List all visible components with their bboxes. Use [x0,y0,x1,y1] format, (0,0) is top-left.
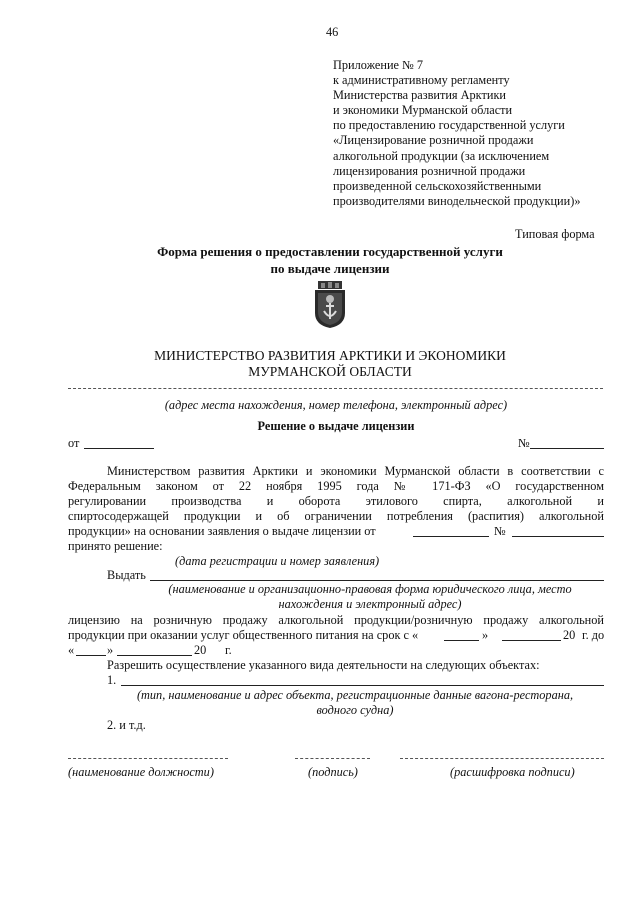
object-caption-line: (тип, наименование и адрес объекта, регистрационные данные вагона-ресторана, [136,688,574,702]
appendix-line: производителями винодельческой продукции)» [333,193,581,208]
license-quote-close: » [482,628,489,642]
from-label: от [68,436,80,450]
appendix-line: лицензирования розничной продажи [333,163,526,178]
organization-caption-line: (наименование и организационно-правовая форма юридического лица, место [168,582,572,596]
license-end-year: 20 [194,643,207,657]
object-caption-line: водного судна) [316,703,394,717]
appendix-line: Приложение № 7 [333,58,424,72]
form-title [60,243,600,277]
number-label: № [518,436,530,450]
license-line: продукции при оказании услуг общественного питания на срок с « [68,628,419,642]
form-title-line: Форма решения о предоставлении государственной услуги [157,244,503,259]
appendix-line: алкогольной продукции (за исключением [333,148,550,163]
address-separator-line [68,388,603,389]
license-end-day-line [76,655,106,656]
organization-caption-line: нахождения и электронный адрес) [278,597,462,611]
issue-label: Выдать [107,568,146,582]
application-number-label: № [494,524,506,538]
appendix-line: и экономики Мурманской области [333,103,513,118]
license-start-year: 20 [563,628,576,642]
license-end-year-suffix: г. [225,643,232,657]
form-title-line: по выдаче лицензии [270,261,390,276]
license-end-month-line [117,655,192,656]
license-start-month-line [502,640,561,641]
license-quote-close: » [107,643,114,657]
form-type-label: Типовая форма [515,227,595,241]
appendix-block [333,58,580,209]
position-caption: (наименование должности) [68,765,214,779]
organization-caption [130,582,610,612]
ministry-line: МУРМАНСКОЙ ОБЛАСТИ [248,364,412,379]
body-line: Федеральным законом от 22 ноября 1995 года № 171-ФЗ «О государственном [68,479,604,493]
appendix-line: произведенной сельскохозяйственными [333,178,542,193]
ministry-line: МИНИСТЕРСТВО РАЗВИТИЯ АРКТИКИ И ЭКОНОМИКИ [154,348,506,363]
license-quote-open: « [68,643,75,657]
signature-field-line [295,758,370,759]
address-caption: (адрес места нахождения, номер телефона, электронный адрес) [164,398,508,412]
object-caption [100,688,610,718]
signature-caption: (подпись) [308,765,358,779]
date-field-line [84,448,154,449]
decision-title: Решение о выдаче лицензии [257,419,415,433]
body-line: принято решение: [68,539,163,553]
number-field-line [530,448,604,449]
body-line: Министерством развития Арктики и экономики Мурманской области в соответствии с [107,464,604,478]
body-line: спиртосодержащей продукции и об ограничении потребления (распития) алкогольной [68,509,604,523]
appendix-line: по предоставлению государственной услуги [333,118,565,133]
object-number: 1. [107,673,117,687]
decoding-caption: (расшифровка подписи) [450,765,575,779]
ministry-name [60,348,600,380]
application-date-line [413,536,489,537]
body-line: продукции» на основании заявления о выдаче лицензии от [68,524,376,538]
registration-caption: (дата регистрации и номер заявления) [175,554,380,568]
position-field-line [68,758,228,759]
license-line: лицензию на розничную продажу алкогольной продукции/розничную продажу алкогольной [68,613,604,627]
page-number: 46 [326,25,339,39]
license-start-day-line [444,640,479,641]
application-number-line [512,536,604,537]
appendix-line: Министерства развития Арктики [333,88,507,103]
license-until-label: г. до [582,628,605,642]
body-line: регулировании производства и оборота этилового спирта, алкогольной и [68,494,604,508]
permit-text: Разрешить осуществление указанного вида деятельности на следующих объектах: [107,658,540,672]
organization-field-line [150,580,604,581]
etc-text: 2. и т.д. [107,718,146,732]
coat-of-arms-emblem [313,281,347,329]
appendix-line: «Лицензирование розничной продажи [333,133,534,148]
decoding-field-line [400,758,604,759]
appendix-line: к административному регламенту [333,73,510,88]
object-field-line [121,685,604,686]
